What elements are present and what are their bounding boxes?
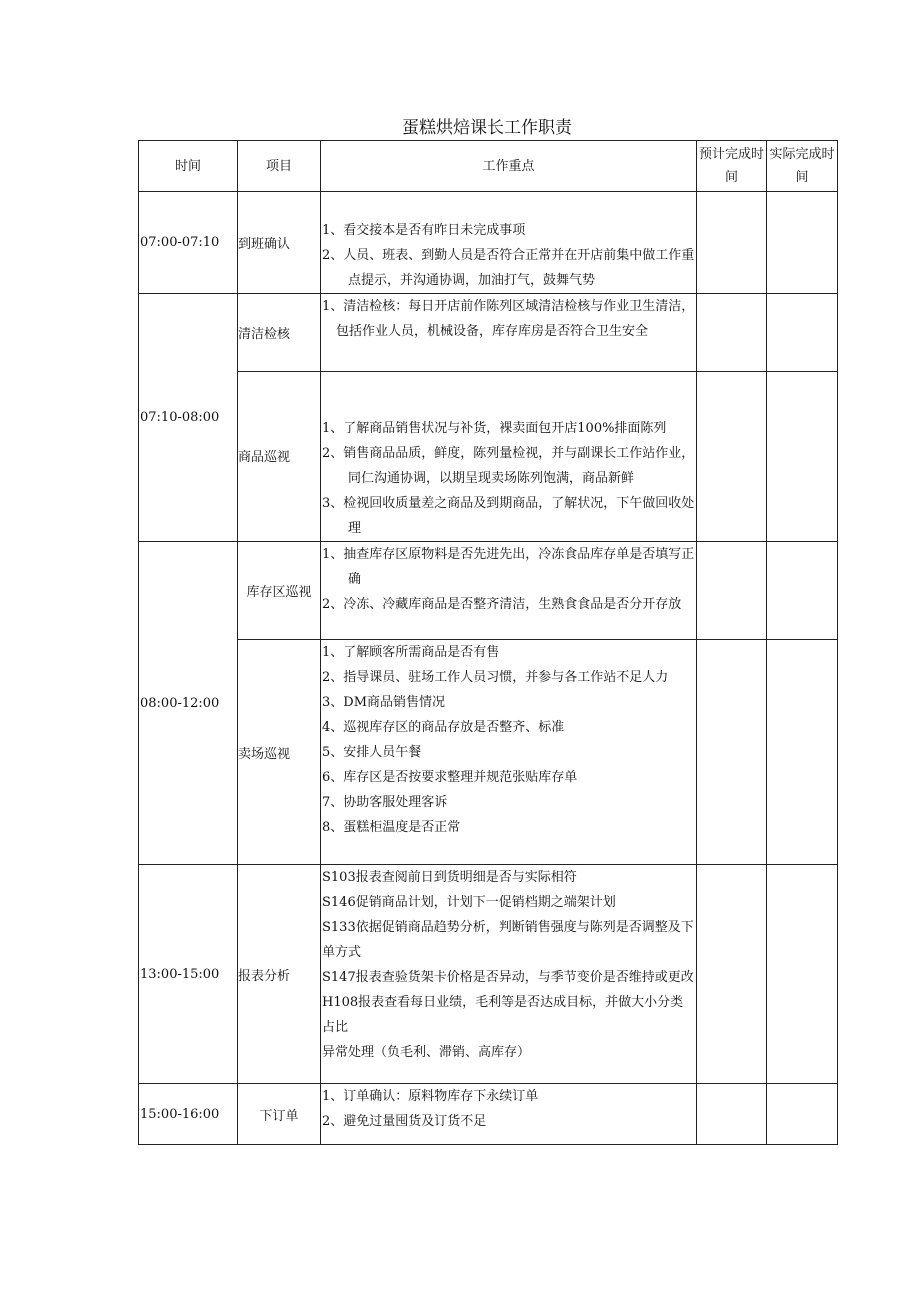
focus-line: S147报表查验货架卡价格是否异动，与季节变价是否维持或更改 bbox=[322, 970, 694, 985]
item-cell: 下订单 bbox=[238, 1084, 321, 1145]
focus-line: 2、人员、班表、到勤人员是否符合正常并在开店前集中做工作重点提示，并沟通协调，加油打气，鼓舞气势 bbox=[322, 248, 695, 288]
actual-cell[interactable] bbox=[767, 192, 838, 294]
table-row bbox=[139, 192, 838, 294]
focus-line: S146促销商品计划，计划下一促销档期之端架计划 bbox=[322, 895, 616, 910]
page-title: 蛋糕烘焙课长工作职责 bbox=[402, 118, 572, 138]
focus-line: 1、看交接本是否有昨日未完成事项 bbox=[322, 223, 526, 238]
actual-cell[interactable] bbox=[767, 542, 838, 640]
focus-cell bbox=[321, 640, 697, 865]
time-cell: 07:10-08:00 bbox=[139, 294, 238, 542]
focus-line: 3、DM商品销售情况 bbox=[322, 695, 446, 710]
focus-line: 4、巡视库存区的商品存放是否整齐、标准 bbox=[322, 720, 565, 735]
table-row bbox=[139, 372, 838, 542]
table-row bbox=[139, 294, 838, 372]
focus-cell bbox=[321, 542, 697, 640]
header-actual: 实际完成时间 bbox=[767, 141, 838, 192]
item-cell: 清洁检核 bbox=[238, 294, 321, 372]
header-focus: 工作重点 bbox=[321, 141, 697, 192]
table-row bbox=[139, 865, 838, 1084]
focus-line: 2、避免过量囤货及订货不足 bbox=[322, 1114, 487, 1129]
planned-cell[interactable] bbox=[697, 640, 767, 865]
focus-line: 1、了解商品销售状况与补货，裸卖面包开店100%排面陈列 bbox=[322, 421, 667, 436]
focus-line: H108报表查看每日业绩，毛利等是否达成目标，并做大小分类占比 bbox=[322, 995, 684, 1035]
table-row bbox=[139, 640, 838, 865]
actual-cell[interactable] bbox=[767, 372, 838, 542]
focus-cell bbox=[321, 294, 697, 372]
focus-line: 异常处理（负毛利、滞销、高库存） bbox=[322, 1045, 531, 1060]
focus-cell bbox=[321, 865, 697, 1084]
item-cell: 到班确认 bbox=[238, 192, 321, 294]
focus-line: 5、安排人员午餐 bbox=[322, 745, 422, 760]
focus-line: 2、指导课员、驻场工作人员习惯，并参与各工作站不足人力 bbox=[322, 670, 669, 685]
time-cell: 13:00-15:00 bbox=[139, 865, 238, 1084]
focus-line: 6、库存区是否按要求整理并规范张贴库存单 bbox=[322, 770, 578, 785]
planned-cell[interactable] bbox=[697, 1084, 767, 1145]
planned-cell[interactable] bbox=[697, 294, 767, 372]
header-time: 时间 bbox=[139, 141, 238, 192]
actual-cell[interactable] bbox=[767, 294, 838, 372]
actual-cell[interactable] bbox=[767, 1084, 838, 1145]
focus-line: 8、蛋糕柜温度是否正常 bbox=[322, 820, 461, 835]
header-item: 项目 bbox=[238, 141, 321, 192]
duty-table bbox=[138, 140, 838, 1145]
item-cell: 卖场巡视 bbox=[238, 640, 321, 865]
planned-cell[interactable] bbox=[697, 192, 767, 294]
focus-line: 1、订单确认：原料物库存下永续订单 bbox=[322, 1089, 539, 1104]
planned-cell[interactable] bbox=[697, 542, 767, 640]
focus-line: 3、检视回收质量差之商品及到期商品，了解状况，下午做回收处理 bbox=[322, 496, 695, 536]
planned-cell[interactable] bbox=[697, 372, 767, 542]
time-cell: 07:00-07:10 bbox=[139, 192, 238, 294]
header-planned: 预计完成时间 bbox=[697, 141, 767, 192]
time-cell: 08:00-12:00 bbox=[139, 542, 238, 865]
focus-line: 2、销售商品品质，鲜度，陈列量检视，并与副课长工作站作业，同仁沟通协调，以期呈现卖场陈列饱满，商品新鲜 bbox=[322, 446, 695, 486]
planned-cell[interactable] bbox=[697, 865, 767, 1084]
focus-cell bbox=[321, 372, 697, 542]
item-cell: 库存区巡视 bbox=[238, 542, 321, 640]
actual-cell[interactable] bbox=[767, 865, 838, 1084]
focus-line: 1、清洁检核：每日开店前作陈列区域清洁检核与作业卫生清洁，包括作业人员，机械设备，库存库房是否符合卫生安全 bbox=[322, 299, 695, 339]
item-cell: 商品巡视 bbox=[238, 372, 321, 542]
focus-cell bbox=[321, 1084, 697, 1145]
table-row bbox=[139, 542, 838, 640]
focus-line: 7、协助客服处理客诉 bbox=[322, 795, 448, 810]
focus-line: 1、抽查库存区原物料是否先进先出，冷冻食品库存单是否填写正确 bbox=[322, 547, 695, 587]
table-row bbox=[139, 1084, 838, 1145]
focus-line: 1、了解顾客所需商品是否有售 bbox=[322, 645, 500, 660]
focus-line: 2、冷冻、冷藏库商品是否整齐清洁，生熟食食品是否分开存放 bbox=[322, 597, 682, 612]
header-row bbox=[139, 141, 838, 192]
item-cell: 报表分析 bbox=[238, 865, 321, 1084]
focus-line: S133依据促销商品趋势分析，判断销售强度与陈列是否调整及下单方式 bbox=[322, 920, 694, 960]
focus-line: S103报表查阅前日到货明细是否与实际相符 bbox=[322, 870, 577, 885]
time-cell: 15:00-16:00 bbox=[139, 1084, 238, 1145]
focus-cell bbox=[321, 192, 697, 294]
actual-cell[interactable] bbox=[767, 640, 838, 865]
